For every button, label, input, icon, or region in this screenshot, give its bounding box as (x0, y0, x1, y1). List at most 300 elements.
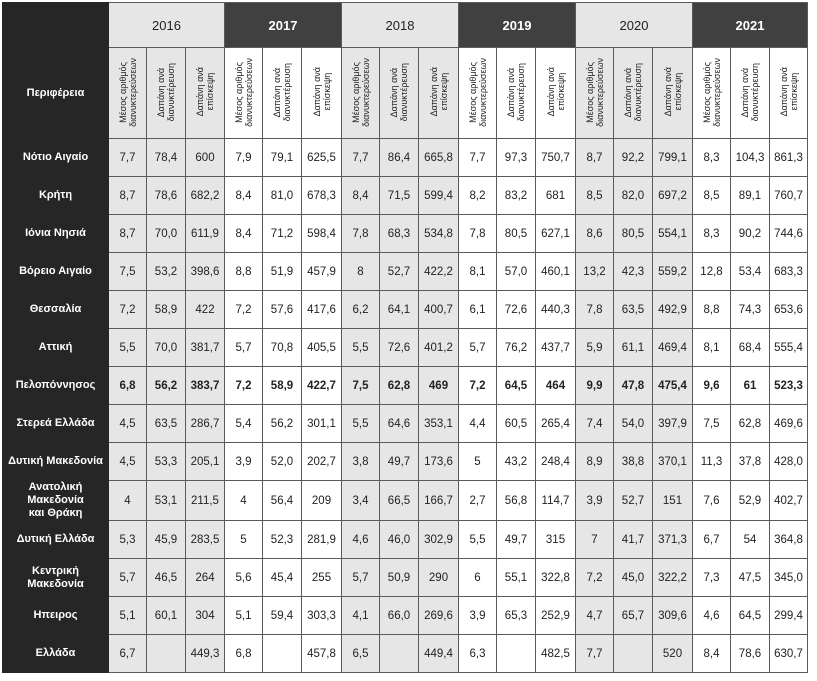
region-cell: Νότιο Αιγαίο (3, 139, 109, 177)
value-cell: 7,8 (459, 215, 497, 253)
value-cell: 8,1 (693, 329, 731, 367)
value-cell: 4,5 (109, 405, 147, 443)
subheader-label: Δαπάνη ανά επίσκεψη (545, 67, 566, 117)
value-cell: 7,5 (693, 405, 731, 443)
value-cell: 697,2 (653, 177, 693, 215)
value-cell: 265,4 (536, 405, 576, 443)
value-cell: 62,8 (380, 367, 419, 405)
value-cell: 45,0 (614, 559, 653, 597)
subheader-label: Δαπάνη ανά επίσκεψη (311, 67, 332, 117)
subheader-label: Δαπάνη ανά διανυκτέρευση (506, 62, 526, 122)
value-cell: 7,2 (225, 291, 263, 329)
subheader-2016-2 (186, 48, 225, 139)
value-cell: 80,5 (614, 215, 653, 253)
value-cell: 90,2 (731, 215, 770, 253)
value-cell: 7,7 (576, 635, 614, 673)
value-cell: 683,3 (770, 253, 808, 291)
region-cell: Κρήτη (3, 177, 109, 215)
subheader-2016-1 (147, 48, 186, 139)
value-cell (380, 635, 419, 673)
region-cell: Ιόνια Νησιά (3, 215, 109, 253)
value-cell: 92,2 (614, 139, 653, 177)
value-cell: 627,1 (536, 215, 576, 253)
value-cell: 405,5 (302, 329, 342, 367)
subheader-label: Δαπάνη ανά επίσκεψη (428, 67, 449, 117)
value-cell: 523,3 (770, 367, 808, 405)
value-cell: 12,8 (693, 253, 731, 291)
value-cell: 4,6 (693, 597, 731, 635)
table-row (3, 405, 808, 443)
value-cell: 8,3 (693, 139, 731, 177)
subheader-2021-1 (731, 48, 770, 139)
value-cell: 402,7 (770, 481, 808, 521)
subheader-label: Δαπάνη ανά διανυκτέρευση (740, 62, 760, 122)
value-cell: 52,9 (731, 481, 770, 521)
table-row (3, 559, 808, 597)
value-cell: 5,7 (109, 559, 147, 597)
value-cell: 4 (109, 481, 147, 521)
year-header-2021: 2021 (693, 3, 808, 48)
value-cell: 47,8 (614, 367, 653, 405)
value-cell: 59,4 (263, 597, 302, 635)
value-cell: 7,4 (576, 405, 614, 443)
value-cell: 7,2 (459, 367, 497, 405)
value-cell: 4,5 (109, 443, 147, 481)
value-cell: 58,9 (263, 367, 302, 405)
value-cell: 599,4 (419, 177, 459, 215)
value-cell: 383,7 (186, 367, 225, 405)
subheader-label: Δαπάνη ανά διανυκτέρευση (389, 62, 409, 122)
value-cell: 7,8 (576, 291, 614, 329)
value-cell: 6,1 (459, 291, 497, 329)
value-cell: 46,5 (147, 559, 186, 597)
value-cell: 55,1 (497, 559, 536, 597)
value-cell: 63,5 (614, 291, 653, 329)
value-cell: 457,8 (302, 635, 342, 673)
subheader-2019-2 (536, 48, 576, 139)
value-cell: 520 (653, 635, 693, 673)
year-header-2018: 2018 (342, 3, 459, 48)
value-cell: 7,6 (693, 481, 731, 521)
year-header-2016: 2016 (109, 3, 225, 48)
value-cell: 8,4 (693, 635, 731, 673)
value-cell: 397,9 (653, 405, 693, 443)
value-cell: 371,3 (653, 521, 693, 559)
value-cell: 422 (186, 291, 225, 329)
value-cell: 437,7 (536, 329, 576, 367)
value-cell: 8,6 (576, 215, 614, 253)
year-header-row (3, 3, 808, 48)
value-cell: 681 (536, 177, 576, 215)
value-cell: 49,7 (380, 443, 419, 481)
value-cell: 252,9 (536, 597, 576, 635)
value-cell: 625,5 (302, 139, 342, 177)
value-cell: 554,1 (653, 215, 693, 253)
region-cell: Δυτική Ελλάδα (3, 521, 109, 559)
subheader-label: Δαπάνη ανά επίσκεψη (195, 67, 215, 117)
region-cell: Ανατολική Μακεδονία και Θράκη (3, 481, 109, 521)
value-cell: 8,7 (109, 215, 147, 253)
value-cell: 299,4 (770, 597, 808, 635)
value-cell: 600 (186, 139, 225, 177)
value-cell: 5,5 (459, 521, 497, 559)
value-cell: 8,3 (693, 215, 731, 253)
value-cell: 4,4 (459, 405, 497, 443)
value-cell: 54,0 (614, 405, 653, 443)
subheader-2017-0 (225, 48, 263, 139)
subheader-label: Δαπάνη ανά διανυκτέρευση (156, 62, 176, 122)
value-cell: 7,5 (109, 253, 147, 291)
value-cell: 449,4 (419, 635, 459, 673)
value-cell: 6,7 (109, 635, 147, 673)
value-cell: 5,7 (459, 329, 497, 367)
value-cell: 5,5 (342, 329, 380, 367)
table-row (3, 291, 808, 329)
subheader-label: Δαπάνη ανά διανυκτέρευση (623, 62, 643, 122)
value-cell: 53,4 (731, 253, 770, 291)
value-cell: 8,5 (576, 177, 614, 215)
value-cell: 4 (225, 481, 263, 521)
value-cell: 8,9 (576, 443, 614, 481)
value-cell (614, 635, 653, 673)
value-cell: 7,2 (576, 559, 614, 597)
value-cell: 5,5 (109, 329, 147, 367)
value-cell: 202,7 (302, 443, 342, 481)
value-cell: 11,3 (693, 443, 731, 481)
tourism-data-table (2, 2, 808, 673)
value-cell: 7,5 (342, 367, 380, 405)
region-cell: Στερεά Ελλάδα (3, 405, 109, 443)
value-cell: 211,5 (186, 481, 225, 521)
region-cell: Αττική (3, 329, 109, 367)
value-cell: 64,6 (380, 405, 419, 443)
value-cell: 8,1 (459, 253, 497, 291)
value-cell: 57,6 (263, 291, 302, 329)
value-cell: 861,3 (770, 139, 808, 177)
value-cell: 42,3 (614, 253, 653, 291)
value-cell: 381,7 (186, 329, 225, 367)
subheader-label: Δαπάνη ανά διανυκτέρευση (272, 62, 292, 122)
value-cell: 71,2 (263, 215, 302, 253)
value-cell: 4,1 (342, 597, 380, 635)
value-cell: 6,2 (342, 291, 380, 329)
subheader-label: Μέσος αριθμός διανυκτερεύσεων (467, 57, 488, 127)
value-cell: 6,8 (109, 367, 147, 405)
subheader-2016-0 (109, 48, 147, 139)
value-cell: 283,5 (186, 521, 225, 559)
value-cell: 8,4 (225, 177, 263, 215)
value-cell: 8,2 (459, 177, 497, 215)
value-cell: 66,5 (380, 481, 419, 521)
value-cell: 54 (731, 521, 770, 559)
subheader-2020-0 (576, 48, 614, 139)
value-cell: 49,7 (497, 521, 536, 559)
value-cell: 8 (342, 253, 380, 291)
value-cell: 6 (459, 559, 497, 597)
value-cell: 5,7 (225, 329, 263, 367)
value-cell: 5,1 (225, 597, 263, 635)
value-cell: 81,0 (263, 177, 302, 215)
value-cell: 114,7 (536, 481, 576, 521)
value-cell: 53,3 (147, 443, 186, 481)
subheader-2017-2 (302, 48, 342, 139)
value-cell: 68,4 (731, 329, 770, 367)
value-cell: 304 (186, 597, 225, 635)
value-cell: 303,3 (302, 597, 342, 635)
value-cell: 482,5 (536, 635, 576, 673)
header-corner (3, 3, 109, 48)
value-cell: 70,0 (147, 215, 186, 253)
value-cell: 3,9 (459, 597, 497, 635)
value-cell: 89,1 (731, 177, 770, 215)
value-cell: 428,0 (770, 443, 808, 481)
value-cell: 760,7 (770, 177, 808, 215)
value-cell: 61 (731, 367, 770, 405)
value-cell: 750,7 (536, 139, 576, 177)
subheader-2021-0 (693, 48, 731, 139)
value-cell: 7,2 (225, 367, 263, 405)
value-cell: 322,8 (536, 559, 576, 597)
region-cell: Βόρειο Αιγαίο (3, 253, 109, 291)
value-cell: 60,1 (147, 597, 186, 635)
value-cell: 3,8 (342, 443, 380, 481)
value-cell: 43,2 (497, 443, 536, 481)
value-cell: 678,3 (302, 177, 342, 215)
value-cell: 47,5 (731, 559, 770, 597)
value-cell: 46,0 (380, 521, 419, 559)
value-cell: 5,5 (342, 405, 380, 443)
value-cell: 38,8 (614, 443, 653, 481)
subheader-label: Μέσος αριθμός διανυκτερεύσεων (350, 57, 371, 127)
value-cell: 8,8 (225, 253, 263, 291)
value-cell: 3,4 (342, 481, 380, 521)
value-cell: 66,0 (380, 597, 419, 635)
value-cell: 83,2 (497, 177, 536, 215)
region-cell: Θεσσαλία (3, 291, 109, 329)
value-cell: 64,1 (380, 291, 419, 329)
region-cell: Δυτική Μακεδονία (3, 443, 109, 481)
value-cell: 205,1 (186, 443, 225, 481)
year-header-2019: 2019 (459, 3, 576, 48)
value-cell: 248,4 (536, 443, 576, 481)
value-cell: 64,5 (497, 367, 536, 405)
value-cell: 8,8 (693, 291, 731, 329)
value-cell: 74,3 (731, 291, 770, 329)
value-cell: 151 (653, 481, 693, 521)
value-cell: 78,6 (731, 635, 770, 673)
value-cell (497, 635, 536, 673)
value-cell: 744,6 (770, 215, 808, 253)
value-cell: 4,6 (342, 521, 380, 559)
value-cell: 166,7 (419, 481, 459, 521)
value-cell: 469,6 (770, 405, 808, 443)
value-cell: 534,8 (419, 215, 459, 253)
subheader-2021-2 (770, 48, 808, 139)
value-cell: 71,5 (380, 177, 419, 215)
value-cell: 5,7 (342, 559, 380, 597)
subheader-label: Μέσος αριθμός διανυκτερεύσεων (584, 57, 605, 127)
value-cell: 5,6 (225, 559, 263, 597)
subheader-label: Μέσος αριθμός διανυκτερεύσεων (701, 57, 722, 127)
value-cell: 469,4 (653, 329, 693, 367)
value-cell: 5,4 (225, 405, 263, 443)
table-row (3, 139, 808, 177)
value-cell: 8,5 (693, 177, 731, 215)
value-cell: 209 (302, 481, 342, 521)
value-cell: 45,9 (147, 521, 186, 559)
value-cell: 63,5 (147, 405, 186, 443)
value-cell: 80,5 (497, 215, 536, 253)
value-cell: 62,8 (731, 405, 770, 443)
subheader-2018-0 (342, 48, 380, 139)
value-cell: 440,3 (536, 291, 576, 329)
value-cell: 7,8 (342, 215, 380, 253)
value-cell: 7,3 (693, 559, 731, 597)
value-cell: 611,9 (186, 215, 225, 253)
value-cell: 86,4 (380, 139, 419, 177)
value-cell: 353,1 (419, 405, 459, 443)
value-cell: 630,7 (770, 635, 808, 673)
value-cell: 56,8 (497, 481, 536, 521)
subheader-label: Δαπάνη ανά επίσκεψη (662, 67, 683, 117)
table-row (3, 443, 808, 481)
year-header-2017: 2017 (225, 3, 342, 48)
value-cell: 559,2 (653, 253, 693, 291)
value-cell: 53,1 (147, 481, 186, 521)
value-cell: 60,5 (497, 405, 536, 443)
value-cell: 475,4 (653, 367, 693, 405)
table-row (3, 481, 808, 521)
value-cell: 8,4 (225, 215, 263, 253)
value-cell: 5,9 (576, 329, 614, 367)
value-cell (147, 635, 186, 673)
value-cell: 9,6 (693, 367, 731, 405)
value-cell: 53,2 (147, 253, 186, 291)
year-header-2020: 2020 (576, 3, 693, 48)
value-cell: 449,3 (186, 635, 225, 673)
value-cell: 7 (576, 521, 614, 559)
value-cell: 8,7 (576, 139, 614, 177)
value-cell: 422,7 (302, 367, 342, 405)
region-column-header: Περιφέρεια (3, 48, 109, 139)
value-cell: 598,4 (302, 215, 342, 253)
value-cell: 264 (186, 559, 225, 597)
value-cell: 79,1 (263, 139, 302, 177)
value-cell: 682,2 (186, 177, 225, 215)
value-cell: 665,8 (419, 139, 459, 177)
value-cell: 3,9 (225, 443, 263, 481)
value-cell: 41,7 (614, 521, 653, 559)
value-cell: 6,5 (342, 635, 380, 673)
value-cell: 422,2 (419, 253, 459, 291)
value-cell: 799,1 (653, 139, 693, 177)
value-cell: 6,3 (459, 635, 497, 673)
value-cell: 492,9 (653, 291, 693, 329)
value-cell: 302,9 (419, 521, 459, 559)
value-cell: 51,9 (263, 253, 302, 291)
value-cell: 255 (302, 559, 342, 597)
value-cell: 82,0 (614, 177, 653, 215)
value-cell: 460,1 (536, 253, 576, 291)
value-cell: 72,6 (380, 329, 419, 367)
subheader-label: Δαπάνη ανά επίσκεψη (778, 67, 799, 117)
region-cell: Κεντρική Μακεδονία (3, 559, 109, 597)
value-cell: 5 (459, 443, 497, 481)
table-row (3, 329, 808, 367)
value-cell: 469 (419, 367, 459, 405)
region-cell: Ελλάδα (3, 635, 109, 673)
value-cell: 464 (536, 367, 576, 405)
value-cell: 269,6 (419, 597, 459, 635)
table-container (2, 2, 808, 673)
value-cell: 290 (419, 559, 459, 597)
value-cell: 370,1 (653, 443, 693, 481)
value-cell: 13,2 (576, 253, 614, 291)
value-cell: 52,7 (614, 481, 653, 521)
table-row (3, 597, 808, 635)
value-cell: 8,7 (109, 177, 147, 215)
value-cell: 5,1 (109, 597, 147, 635)
value-cell: 52,7 (380, 253, 419, 291)
table-row (3, 253, 808, 291)
value-cell: 65,7 (614, 597, 653, 635)
value-cell: 37,8 (731, 443, 770, 481)
value-cell: 5,3 (109, 521, 147, 559)
value-cell: 68,3 (380, 215, 419, 253)
value-cell: 50,9 (380, 559, 419, 597)
value-cell: 6,7 (693, 521, 731, 559)
subheader-row (3, 48, 808, 139)
subheader-label: Μέσος αριθμός διανυκτερεύσεων (117, 57, 138, 127)
value-cell: 56,2 (147, 367, 186, 405)
value-cell: 52,3 (263, 521, 302, 559)
value-cell: 2,7 (459, 481, 497, 521)
subheader-2020-1 (614, 48, 653, 139)
value-cell: 173,6 (419, 443, 459, 481)
value-cell: 653,6 (770, 291, 808, 329)
subheader-2017-1 (263, 48, 302, 139)
value-cell: 4,7 (576, 597, 614, 635)
value-cell: 57,0 (497, 253, 536, 291)
region-cell: Ηπειρος (3, 597, 109, 635)
value-cell: 6,8 (225, 635, 263, 673)
table-row (3, 177, 808, 215)
value-cell: 61,1 (614, 329, 653, 367)
value-cell: 315 (536, 521, 576, 559)
value-cell: 8,4 (342, 177, 380, 215)
value-cell: 7,7 (459, 139, 497, 177)
value-cell: 417,6 (302, 291, 342, 329)
value-cell: 7,9 (225, 139, 263, 177)
value-cell: 97,3 (497, 139, 536, 177)
table-row (3, 521, 808, 559)
value-cell: 78,4 (147, 139, 186, 177)
value-cell: 56,4 (263, 481, 302, 521)
value-cell: 58,9 (147, 291, 186, 329)
value-cell: 45,4 (263, 559, 302, 597)
value-cell: 7,7 (342, 139, 380, 177)
table-row (3, 635, 808, 673)
value-cell: 457,9 (302, 253, 342, 291)
value-cell: 64,5 (731, 597, 770, 635)
subheader-2018-1 (380, 48, 419, 139)
value-cell: 72,6 (497, 291, 536, 329)
value-cell: 301,1 (302, 405, 342, 443)
table-body (3, 139, 808, 673)
subheader-label: Μέσος αριθμός διανυκτερεύσεων (233, 57, 254, 127)
value-cell: 322,2 (653, 559, 693, 597)
value-cell: 104,3 (731, 139, 770, 177)
